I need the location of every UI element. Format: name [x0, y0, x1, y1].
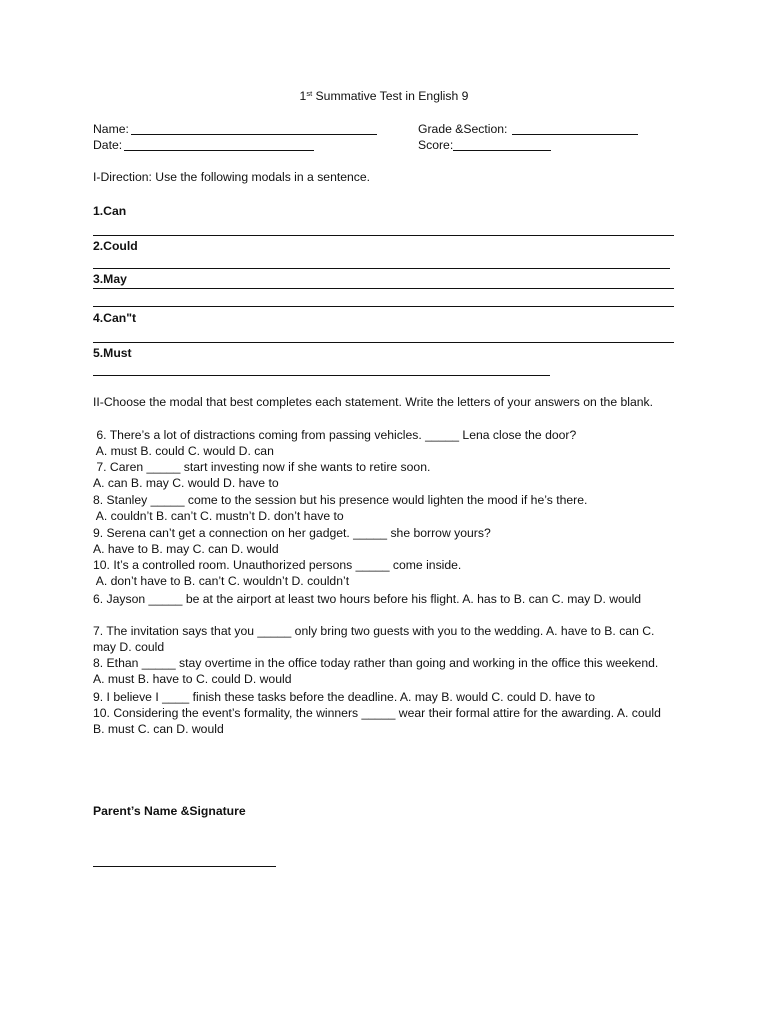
title-number: 1	[299, 89, 307, 103]
part1-item-may: 3.May	[93, 272, 127, 286]
choices-line: A. don’t have to B. can’t C. wouldn’t D. couldn’t	[93, 574, 350, 588]
question-with-choices: 7. The invitation says that you _____ only bring two guests with you to the wedding. A. have to B. can C. may D. could	[93, 624, 655, 655]
choices-line: A. have to B. may C. can D. would	[93, 542, 279, 556]
name-field-line[interactable]	[131, 134, 377, 135]
grade-section-label: Grade &Section:	[418, 122, 508, 136]
name-label: Name:	[93, 122, 129, 136]
answer-line-4[interactable]	[93, 342, 674, 343]
title-superscript: st	[306, 89, 313, 98]
question-with-choices: 8. Ethan _____ stay overtime in the office today rather than going and working in the office this weekend. A. must B. have to C. could D. would	[93, 656, 659, 687]
parent-signature-label: Parent’s Name &Signature	[93, 804, 246, 818]
answer-line-3a[interactable]	[93, 288, 674, 289]
part1-item-can: 1.Can	[93, 204, 127, 218]
choices-line: A. can B. may C. would D. have to	[93, 476, 279, 490]
answer-line-5[interactable]	[93, 375, 550, 376]
part1-item-must: 5.Must	[93, 346, 132, 360]
part1-item-could: 2.Could	[93, 239, 138, 253]
grade-section-field-line[interactable]	[512, 134, 638, 135]
question-with-choices: 6. Jayson _____ be at the airport at least two hours before his flight. A. has to B. can C. may D. would	[93, 592, 642, 606]
score-field-line[interactable]	[453, 150, 551, 151]
answer-line-2[interactable]	[93, 268, 670, 269]
question-with-choices: 9. I believe I ____ finish these tasks before the deadline. A. may B. would C. could D. have to	[93, 690, 596, 704]
question-line: 8. Stanley _____ come to the session but his presence would lighten the mood if he’s there.	[93, 493, 588, 507]
page-title	[0, 88, 768, 104]
part2-direction: II-Choose the modal that best completes each statement. Write the letters of your answers on the blank.	[93, 395, 654, 409]
question-line: 6. There’s a lot of distractions coming from passing vehicles. _____ Lena close the door?	[93, 428, 577, 442]
answer-line-3b[interactable]	[93, 306, 674, 307]
title-text: Summative Test in English 9	[312, 89, 469, 103]
answer-line-1[interactable]	[93, 235, 674, 236]
part1-direction: I-Direction: Use the following modals in a sentence.	[93, 170, 371, 184]
question-with-choices: 10. Considering the event’s formality, the winners _____ wear their formal attire for the awarding. A. could B. must C. can D. would	[93, 706, 661, 737]
date-field-line[interactable]	[124, 150, 314, 151]
choices-line: A. couldn’t B. can’t C. mustn’t D. don’t have to	[93, 509, 344, 523]
score-label: Score:	[418, 138, 454, 152]
parent-signature-line[interactable]	[93, 866, 276, 867]
question-line: 7. Caren _____ start investing now if she wants to retire soon.	[93, 460, 431, 474]
question-line: 10. It’s a controlled room. Unauthorized persons _____ come inside.	[93, 558, 462, 572]
date-label: Date:	[93, 138, 123, 152]
question-line: 9. Serena can’t get a connection on her gadget. _____ she borrow yours?	[93, 526, 491, 540]
part1-item-cant: 4.Can"t	[93, 311, 137, 325]
choices-line: A. must B. could C. would D. can	[93, 444, 274, 458]
